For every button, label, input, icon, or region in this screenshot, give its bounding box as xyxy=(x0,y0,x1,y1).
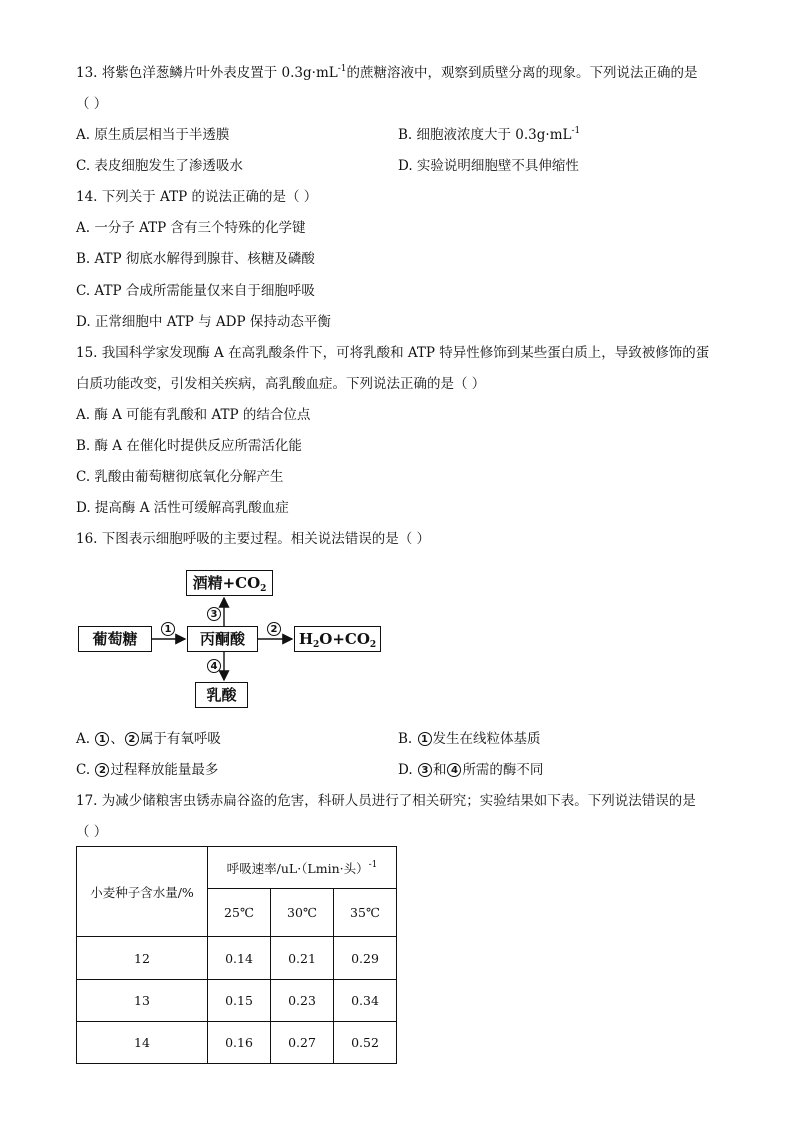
q14-option-a: A. 一分子 ATP 含有三个特殊的化学键 xyxy=(76,220,306,236)
q13-option-c: C. 表皮细胞发生了渗透吸水 xyxy=(76,158,243,174)
q13-option-b: B. 细胞液浓度大于 $0.3g\cdot mL^{-1}$ xyxy=(398,126,581,143)
rate-cell: 0.21 xyxy=(271,937,334,980)
q16-option-b: B. 1 发生在线粒体基质 xyxy=(398,731,541,747)
step-3-label: 3 xyxy=(207,607,221,621)
q14-option-d: D. 正常细胞中 ATP 与 ADP 保持动态平衡 xyxy=(76,314,331,330)
q15-stem-line1: 15. 我国科学家发现酶 A 在高乳酸条件下，可将乳酸和 ATP 特异性修饰到某些蛋白质上，导致被修饰的蛋 xyxy=(76,345,710,361)
respiration-rate-table xyxy=(76,846,397,1064)
rate-cell: 0.23 xyxy=(271,980,334,1022)
step-1-label: 1 xyxy=(161,622,175,636)
q14-option-b: B. ATP 彻底水解得到腺苷、核糖及磷酸 xyxy=(76,251,315,267)
q13-option-d: D. 实验说明细胞壁不具伸缩性 xyxy=(398,158,579,174)
q16-stem: 16. 下图表示细胞呼吸的主要过程。相关说法错误的是（ ） xyxy=(76,531,431,547)
q15-option-b: B. 酶 A 在催化时提供反应所需活化能 xyxy=(76,438,302,454)
step-2-label: 2 xyxy=(267,622,281,636)
col-group-respiration-rate: 呼吸速率/uL·（Lmin·头）$^{-1}$ xyxy=(208,847,397,889)
rate-cell: 0.52 xyxy=(334,1022,397,1064)
table-row xyxy=(77,1022,397,1064)
q13-paren: （ ） xyxy=(76,96,108,112)
q17-stem: 17. 为减少储粮害虫锈赤扁谷盗的危害，科研人员进行了相关研究；实验结果如下表。下列说法错误的是 xyxy=(76,793,696,809)
rate-cell: 0.15 xyxy=(208,980,271,1022)
rate-cell: 0.14 xyxy=(208,937,271,980)
row-header-water-content: 小麦种子含水量/% xyxy=(77,847,208,937)
q17-paren: （ ） xyxy=(76,824,108,840)
q15-stem-line2: 白质功能改变，引发相关疾病，高乳酸血症。下列说法正确的是（ ） xyxy=(76,376,486,392)
rate-cell: 0.27 xyxy=(271,1022,334,1064)
temp-header: 30℃ xyxy=(271,889,334,937)
q14-stem: 14. 下列关于 ATP 的说法正确的是（ ） xyxy=(76,189,318,205)
rate-cell: 0.29 xyxy=(334,937,397,980)
q15-option-c: C. 乳酸由葡萄糖彻底氧化分解产生 xyxy=(76,469,284,485)
q15-option-a: A. 酶 A 可能有乳酸和 ATP 的结合位点 xyxy=(76,407,311,423)
table-row xyxy=(77,937,397,980)
rate-cell: 0.34 xyxy=(334,980,397,1022)
q16-option-a: A. 1 、 2 属于有氧呼吸 xyxy=(76,731,221,747)
pyruvate-box: 丙酮酸 xyxy=(187,626,258,652)
glucose-box: 葡萄糖 xyxy=(78,626,152,652)
q16-option-d: D. 3 和 4 所需的酶不同 xyxy=(398,762,544,778)
q14-option-c: C. ATP 合成所需能量仅来自于细胞呼吸 xyxy=(76,283,315,299)
temp-header: 35℃ xyxy=(334,889,397,937)
water-content-cell: 13 xyxy=(77,980,208,1022)
temp-header: 25℃ xyxy=(208,889,271,937)
water-content-cell: 14 xyxy=(77,1022,208,1064)
q16-option-c: C. 2 过程释放能量最多 xyxy=(76,762,219,778)
q15-option-d: D. 提高酶 A 活性可缓解高乳酸血症 xyxy=(76,500,289,516)
lactate-box: 乳酸 xyxy=(195,682,248,708)
step-4-label: 4 xyxy=(207,659,221,673)
rate-cell: 0.16 xyxy=(208,1022,271,1064)
water-co2-box: $H_2O+CO_2$ xyxy=(294,626,381,652)
q13-stem: 13. 将紫色洋葱鳞片叶外表皮置于 $0.3g\cdot mL^{-1}$的蔗糖溶液中，观察到质壁分离的现象。下列说法正确的是 xyxy=(76,64,698,81)
alcohol-co2-box: 酒精$+CO_2$ xyxy=(186,570,273,596)
water-content-cell: 12 xyxy=(77,937,208,980)
table-row xyxy=(77,980,397,1022)
q13-option-a: A. 原生质层相当于半透膜 xyxy=(76,127,230,143)
